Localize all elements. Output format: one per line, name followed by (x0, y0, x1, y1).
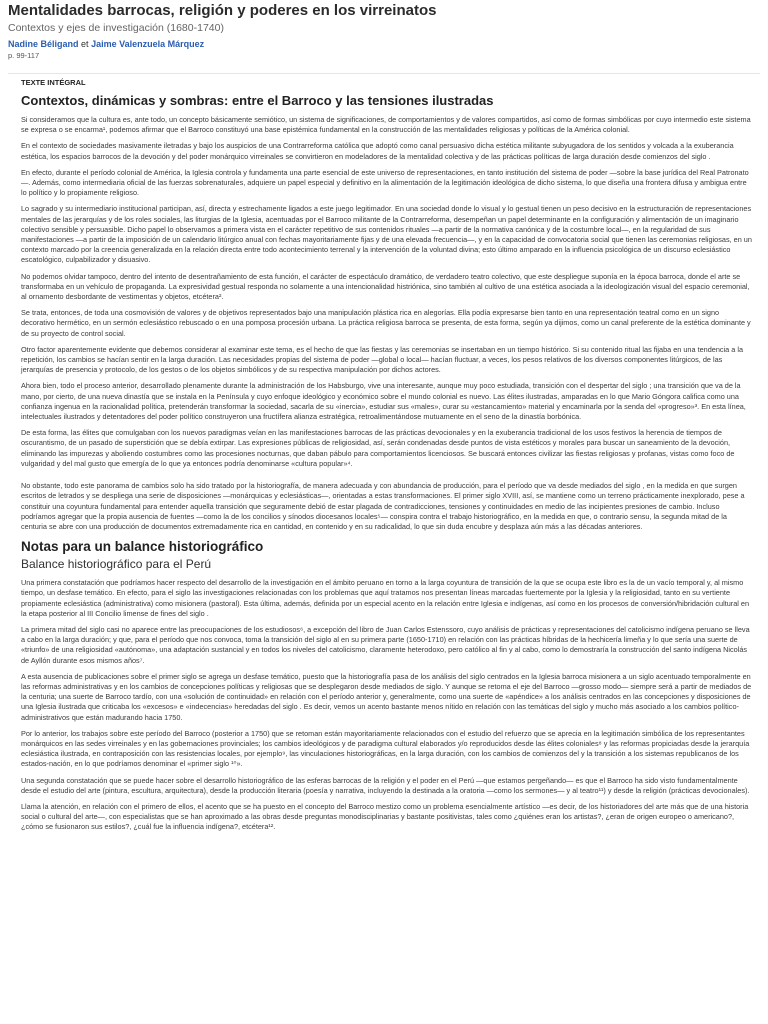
book-title: Mentalidades barrocas, religión y poderes en los virreinatos (8, 2, 437, 19)
paragraph-11: Una primera constatación que podríamos hacer respecto del desarrollo de la investigación en el ámbito peruano en torno a la larga coyuntura de transición de la que se ocupa este libro es la de un vacío temporal y, al mismo tiempo, un desfase temático. En efecto, para el siglo las investigaciones relacionadas con los problemas que aquí tratamos nos presentan líneas marcadas fuertemente por la Iglesia y la religiosidad, tanto en su vertiente propiamente eclesiástica (administrativa) como misionera (pastoral). Esta última, además, definida por un especial acento en la relación entre Iglesia e indígenas, así como en los procesos de conversión/hibridación cultural en la etapa posterior al III Concilio limense de fines del siglo . (21, 578, 750, 618)
divider (8, 73, 760, 74)
notes-section-title: Notas para un balance historiográfico (21, 539, 264, 555)
paragraph-1: Si consideramos que la cultura es, ante todo, un concepto básicamente semiótico, un sistema de significaciones, de comportamientos y de valores compartidos, así como de formas simbólicas por cuyo intermedio este sistema se expresa o se encarma¹, podemos afirmar que el Barroco constituyó una base epistémica fundamental en la construcción de las mentalidades religiosas y políticas de la América colonial. (21, 115, 751, 135)
paragraph-4: Lo sagrado y su intermediario institucional participan, así, directa y estrechamente ligados a este juego legitimador. En una sociedad donde lo visual y lo gestual tienen un peso decisivo en la estructuración de representaciones mentales de las jerarquías y de los roles sociales, las liturgias de la Iglesia, acentuadas por el Barroco militante de la Contrarreforma, desempeñan un papel determinante en la configuración y alimentación de un imaginario colectivo sensible y persuasible. Dicho papel lo observamos a primera vista en el carácter repetitivo de sus contenidos rituales —a partir de la normativa canónica y de la costumbre local—, en la regularidad de sus manifestaciones —a partir de la imposición de un calendario litúrgico anual con fechas mayoritariamente fijas y de una elevada frecuencia—, y en la capacidad de convocatoria social que tienen las ceremonias religiosas, en un contexto marcado por la creencia generalizada en la relación directa entre todo acontecimiento terrenal y la intervención de la voluntad divina; esto último amparado en la influencia psicológica de un discurso eclesiástico escatológico, culpabilizador y disuasivo. (21, 204, 752, 265)
paragraph-2: En el contexto de sociedades masivamente iletradas y bajo los auspicios de una Contrarreforma católica que adoptó como canal persuasivo dicha estética militante subyugadora de los sentidos y volcada a la exuberancia estética, los espacios barrocos de la devoción y del poder monárquico virreinales se convirtieron en modeladores de la mentalidad colectiva y de las prácticas políticas de larga duración desde comienzos del siglo . (21, 141, 734, 161)
paragraph-7: Otro factor aparentemente evidente que debemos considerar al examinar este tema, es el hecho de que las fiestas y las ceremonias se insertaban en un tiempo histórico. Si su contenido ritual las fijaba en una tendencia a la repetición, los cambios se hacían sentir en la larga duración. Las necesidades propias del sistema de poder —global o local— hacían fluctuar, a veces, los pesos relativos de los diversos componentes litúrgicos, de las jerarquías de presencia y protocolo, de los gestos o de los objetos simbólicos y de su respectiva manipulación por dichos actores. (21, 344, 744, 375)
book-subtitle: Contextos y ejes de investigación (1680-1740) (8, 22, 224, 34)
paragraph-9: De esta forma, las élites que comulgaban con los nuevos paradigmas veían en las manifestaciones barrocas de las prácticas devocionales y en la exuberancia tradicional de los usos festivos la herencia de tiempos de oscurantismo, de un pasado de superstición que se debía extirpar. Las expresiones públicas de religiosidad, así, serán condenadas desde puntos de vista estéticos y morales para buscar un saneamiento de la devoción, eliminando las impurezas y aboliendo costumbres como las procesiones nocturnas, que daban pábulo para comportamientos licenciosos. Se buscará entonces civilizar las fiestas religiosas y profanas, vistas como foco de vulgaridad y del mal gusto que emergía de lo que ya entonces podría denominarse «cultura popular»⁴. (21, 428, 735, 468)
author-link-valenzuela[interactable]: Jaime Valenzuela Márquez (91, 39, 205, 49)
section-title: Contextos, dinámicas y sombras: entre el Barroco y las tensiones ilustradas (21, 93, 494, 108)
paragraph-10: No obstante, todo este panorama de cambios solo ha sido tratado por la historiografía, de manera adecuada y con abundancia de producción, para el período que va desde mediados del siglo , en la medida en que surgen escritos de letrados y se despliega una serie de disposiciones —monárquicas y eclesiásticas—, orientadas a estas transformaciones. El primer siglo XVIII, así, se mantiene como un terreno prácticamente inexplorado, pese a constituir una coyuntura fundamental para entender aquella transición que seguramente debió de estar plagada de contradicciones, tensiones y continuidades en medio de las incipientes presiones de cambio. Incluso podríamos agregar que la propia ausencia de fuentes —como la de los concilios y sínodos diocesanos locales⁵— conspira contra el trabajo historiográfico, en la medida en que, o contrario sensu, la segunda mitad de la centuria se abre con una producción de documentos extremadamente rica en cantidad, en contenido y en su radicalidad, lo que sin duda encubre y desplaza aún más a las décadas anteriores. (21, 481, 745, 531)
authors-line (8, 38, 760, 50)
author-joiner: et (81, 39, 89, 49)
paragraph-12: La primera mitad del siglo casi no aparece entre las preocupaciones de los estudiosos⁶, a excepción del libro de Juan Carlos Estenssoro, cuyo análisis de prácticas y representaciones del catolicismo indígena peruano se lleva a cabo en la larga duración; y que, para el período que nos convoca, toma la transición del siglo al en su primera parte (1650-1710) en relación con las prácticas híbridas de la hechicería limeña y lo que sería una suerte de «triunfo» de una religiosidad «autónoma», una adaptación sustancial y en todos los niveles del catolicismo, claramente heterodoxo, pero católico al fin y al cabo, como lo demostraría la construcción del santo indígena Nicolás de Ayllón durante esos mismos años⁷. (21, 624, 750, 665)
subsection-title: Balance historiográfico para el Perú (21, 557, 212, 572)
paragraph-13: A esta ausencia de publicaciones sobre el primer siglo se agrega un desfase temático, puesto que la historiografía pasa de los análisis del siglo centrados en la Iglesia barroca misionera a un siglo acentuado temporalmente en las reformas administrativas y en los cambios de concepciones políticas y religiosas que se desplegaron desde mediados de siglo. Y aunque se retoma el eje del Barroco —grosso modo— siempre será a partir de mediados de la centuria; una suerte de Barroco tardío, con una «solución de continuidad» en relación con el período anterior y, generalmente, como una suerte de «apéndice» a los análisis centrados en las concepciones y disposiciones de una Iglesia ilustrada que criticaba los «excesos» e «indecencias» heredadas del siglo . Es decir, vemos un acento bastante menos nítido en relación con las temáticas del siglo y mucho más asociado a los cambios político-administrativos que están madurando hacia 1750. (21, 671, 752, 722)
paragraph-5: No podemos olvidar tampoco, dentro del intento de desentrañamiento de esta función, el carácter de espectáculo dramático, de verdadero teatro colectivo, que este despliegue suponía en la época barroca, donde el arte se transformaba en un vehículo de propaganda. La expresividad gestual responda no solamente a una intencionalidad histriónica, sino también al cultivo de una estética asociada a la ideologización visual del espacio ceremonial, al ornamento desbordante de vestimentas y objetos, etcétera². (21, 271, 750, 302)
page-range: p. 99-117 (8, 51, 40, 60)
article-body (8, 78, 760, 833)
full-text-label: TEXTE INTÉGRAL (21, 78, 86, 87)
author-link-beligand[interactable]: Nadine Béligand (8, 39, 79, 49)
paragraph-16: Llama la atención, en relación con el primero de ellos, el acento que se ha puesto en el concepto del Barroco mestizo como un problema esencialmente artístico —es decir, de los historiadores del arte más que de una historia social o cultural del arte—, con especialistas que se han aproximado a las obras desde preguntas monodisciplinarias y bastante positivistas, tales como ¿quiénes eran los artistas?, ¿eran de origen europeo o americano?, ¿cómo se fusionaron sus estilos?, ¿cuál fue la influencia indígena?, etcétera¹². (21, 801, 749, 832)
paragraph-14: Por lo anterior, los trabajos sobre este período del Barroco (posterior a 1750) que se retoman están mayoritariamente relacionados con el estudio del refuerzo que se aprecia en la legitimación simbólica de los representantes monárquicos en las sedes virreinales y en las gobernaciones provinciales; los cambios ideológicos y de paradigma cultural elaborados y/o reproducidos desde las élites coloniales⁸ y las reformas propiciadas desde la jerarquía eclesiástica ilustrada, en contraposición con las resistencias locales, por ejemplo⁹, las vinculaciones historiográficas, en la larga duración, con los cambios de comienzos del y la transición a los sistemas republicanos de los estados-nación, en lo que podríamos denominar el «primer siglo ¹⁰». (21, 728, 750, 769)
paragraph-3: En efecto, durante el período colonial de América, la Iglesia controla y fundamenta una parte esencial de este universo de representaciones, en tanto institución del sistema de poder —sobre la base jurídica del Real Patronato—. Además, como intermediaria oficial de las fuerzas sobrenaturales, adquiere un papel especial y definitivo en la alimentación de la legitimación ideológica de dicho sistema, lo que diseña una frontera difusa y ambigua entre lo político y lo propiamente religioso. (21, 167, 749, 198)
paragraph-6: Se trata, entonces, de toda una cosmovisión de valores y de objetivos representados bajo una manipulación plástica rica en alegorías. Ella podía expresarse bien tanto en una representación teatral como en un signo decorativo hermético, en un sermón eclesiástico rebuscado o en una pomposa procesión urbana. La práctica religiosa barroca se presenta, de esta forma, según ya dijimos, como un canal preferente de la estética dominante y de su proyecto de control social. (21, 308, 751, 338)
paragraph-8: Ahora bien, todo el proceso anterior, desarrollado plenamente durante la administración de los Habsburgo, vive una interesante, aunque muy poco estudiada, transición con el despertar del siglo ; una transición que va de la mano, por cierto, de una nueva dinastía que se instala en la Península y cuyo enfoque ideológico y económico sobre el mundo colonial es nuevo. Las élites ilustradas, amparadas en lo que Mario Góngora califica como una confianza ingenua en la racionalidad política, pretenderán transformar la sociedad, sacarla de su «inercia», estudiar sus «males», curar su «estancamiento» material y encaminarla por la senda del «progreso»³. En esta línea, intelectuales ilustrados y detentadores del poder político construyeron una fructífera alianza estratégica, retroalimentándose mutuamente en el seno de la dinastía borbónica. (21, 381, 746, 422)
paragraph-15: Una segunda constatación que se puede hacer sobre el desarrollo historiográfico de las esferas barrocas de la religión y el poder en el Perú —que estamos pergeñando— es que el Barroco ha sido visto fundamentalmente desde el estudio del arte (pintura, escultura, arquitectura), desde la producción literaria (poesía y narrativa, incluyendo la destinada a la oratoria —como los sermones— y al teatro¹¹) y desde la religión (prácticas devocionales). (21, 775, 750, 795)
